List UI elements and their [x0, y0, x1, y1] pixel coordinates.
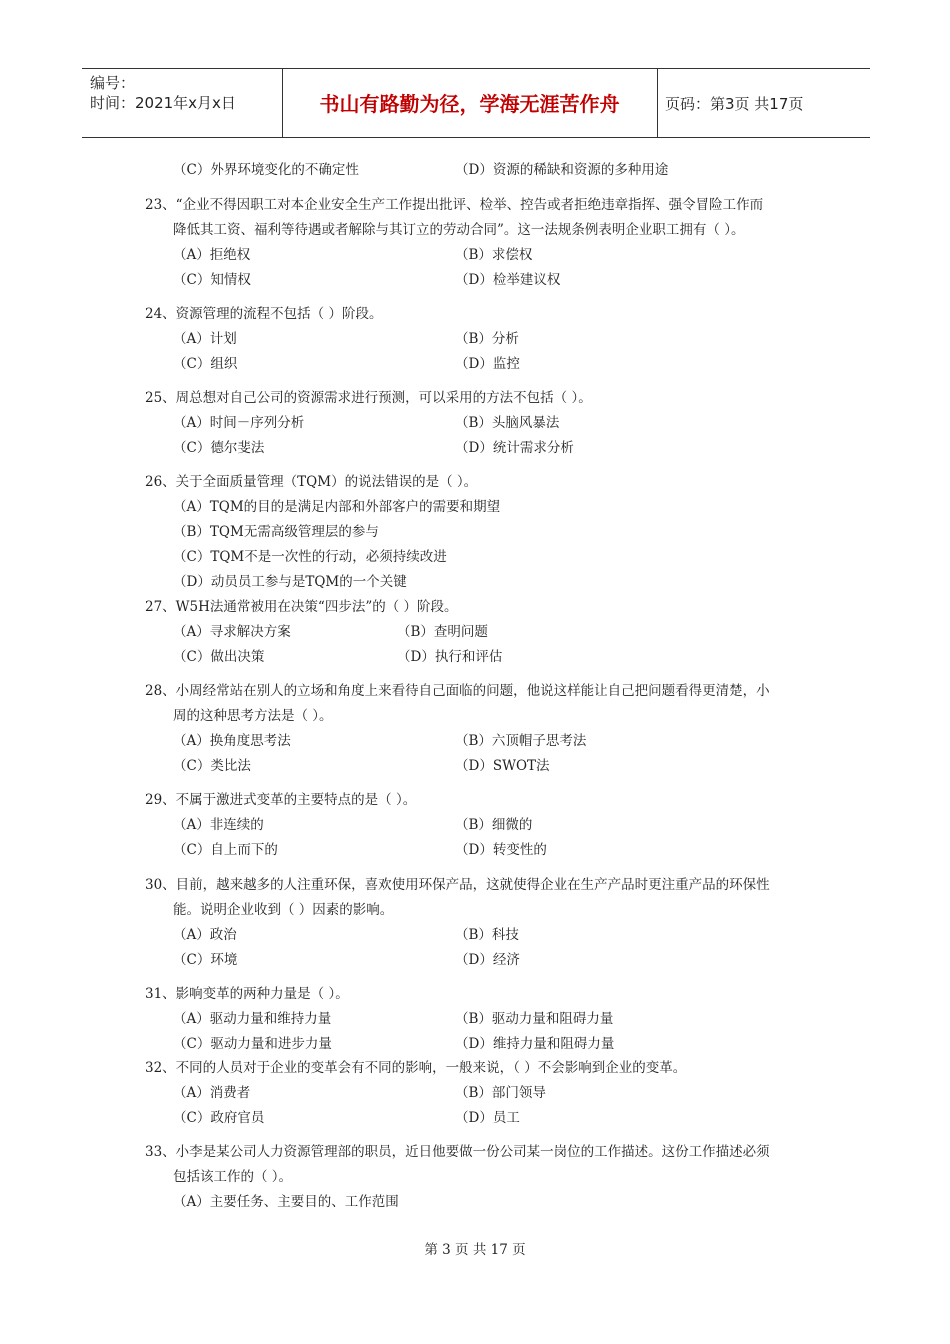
option-31-d: （D）维持力量和阻碍力量 — [455, 1036, 615, 1052]
option-24-c: （C）组织 — [173, 356, 238, 372]
question-28-cont: 周的这种思考方法是（ ）。 — [173, 708, 333, 724]
option-23-c: （C）知情权 — [173, 272, 251, 288]
header-motto: 书山有路勤为径，学海无涯苦作舟 — [319, 92, 620, 116]
option-27-b: （B）查明问题 — [397, 624, 488, 640]
option-24-b: （B）分析 — [455, 331, 519, 347]
option-prev-d: （D）资源的稀缺和资源的多种用途 — [455, 162, 669, 178]
question-26: 26、关于全面质量管理（TQM）的说法错误的是（ ）。 — [145, 474, 478, 490]
option-30-d: （D）经济 — [455, 952, 520, 968]
option-32-b: （B）部门领导 — [455, 1085, 546, 1101]
doc-number-label: 编号： — [90, 74, 136, 92]
option-24-a: （A）计划 — [173, 331, 237, 347]
option-32-c: （C）政府官员 — [173, 1110, 265, 1126]
option-28-c: （C）类比法 — [173, 758, 251, 774]
question-25: 25、周总想对自己公司的资源需求进行预测，可以采用的方法不包括（ ）。 — [145, 390, 592, 406]
question-33-cont: 包括该工作的（ ）。 — [173, 1169, 293, 1185]
question-24: 24、资源管理的流程不包括（ ）阶段。 — [145, 306, 383, 322]
option-33-a: （A）主要任务、主要目的、工作范围 — [173, 1194, 399, 1210]
question-28: 28、小周经常站在别人的立场和角度上来看待自己面临的问题，他说这样能让自己把问题看得更清楚，小 — [145, 683, 770, 699]
page-footer: 第 3 页 共 17 页 — [424, 1242, 526, 1258]
option-25-a: （A）时间－序列分析 — [173, 415, 305, 431]
option-23c-prev: （C）外界环境变化的不确定性 — [173, 162, 359, 178]
question-30: 30、目前，越来越多的人注重环保，喜欢使用环保产品，这就使得企业在生产产品时更注重产品的环保性 — [145, 877, 770, 893]
option-26-b: （B）TQM无需高级管理层的参与 — [173, 524, 379, 540]
header-page-number: 页码：第3页 共17页 — [665, 95, 804, 113]
option-28-d: （D）SWOT法 — [455, 758, 550, 774]
option-25-d: （D）统计需求分析 — [455, 440, 574, 456]
option-28-a: （A）换角度思考法 — [173, 733, 291, 749]
question-31: 31、影响变革的两种力量是（ ）。 — [145, 986, 349, 1002]
question-30-cont: 能。说明企业收到（ ）因素的影响。 — [173, 902, 394, 918]
option-23-d: （D）检举建议权 — [455, 272, 561, 288]
option-25-c: （C）德尔斐法 — [173, 440, 265, 456]
option-29-a: （A）非连续的 — [173, 817, 264, 833]
option-31-c: （C）驱动力量和进步力量 — [173, 1036, 332, 1052]
option-23-a: （A）拒绝权 — [173, 247, 251, 263]
option-32-d: （D）员工 — [455, 1110, 520, 1126]
option-25-b: （B）头脑风暴法 — [455, 415, 560, 431]
option-31-a: （A）驱动力量和维持力量 — [173, 1011, 332, 1027]
option-27-a: （A）寻求解决方案 — [173, 624, 291, 640]
header-meta — [90, 73, 236, 113]
option-30-a: （A）政治 — [173, 927, 237, 943]
question-23: 23、“企业不得因职工对本企业安全生产工作提出批评、检举、控告或者拒绝违章指挥、强令冒险工作而 — [145, 197, 764, 213]
question-27: 27、W5H法通常被用在决策“四步法”的（ ）阶段。 — [145, 599, 458, 615]
option-29-c: （C）自上而下的 — [173, 842, 278, 858]
option-29-b: （B）细微的 — [455, 817, 533, 833]
option-28-b: （B）六顶帽子思考法 — [455, 733, 587, 749]
option-30-c: （C）环境 — [173, 952, 238, 968]
option-32-a: （A）消费者 — [173, 1085, 251, 1101]
question-32: 32、不同的人员对于企业的变革会有不同的影响，一般来说，（ ）不会影响到企业的变革。 — [145, 1060, 687, 1076]
option-27-c: （C）做出决策 — [173, 649, 265, 665]
question-29: 29、不属于激进式变革的主要特点的是（ ）。 — [145, 792, 417, 808]
doc-time-label: 时间：2021年x月x日 — [90, 94, 236, 112]
option-31-b: （B）驱动力量和阻碍力量 — [455, 1011, 614, 1027]
option-24-d: （D）监控 — [455, 356, 520, 372]
option-29-d: （D）转变性的 — [455, 842, 547, 858]
option-23-b: （B）求偿权 — [455, 247, 533, 263]
header-divider — [657, 69, 658, 137]
option-30-b: （B）科技 — [455, 927, 519, 943]
option-26-c: （C）TQM不是一次性的行动，必须持续改进 — [173, 549, 447, 565]
option-26-d: （D）动员员工参与是TQM的一个关键 — [173, 574, 407, 590]
option-27-d: （D）执行和评估 — [397, 649, 503, 665]
question-23-cont: 降低其工资、福利等待遇或者解除与其订立的劳动合同”。这一法规条例表明企业职工拥有（ ）。 — [173, 222, 745, 238]
option-26-a: （A）TQM的目的是满足内部和外部客户的需要和期望 — [173, 499, 501, 515]
question-33: 33、小李是某公司人力资源管理部的职员，近日他要做一份公司某一岗位的工作描述。这份工作描述必须 — [145, 1144, 770, 1160]
page-header — [82, 68, 870, 138]
